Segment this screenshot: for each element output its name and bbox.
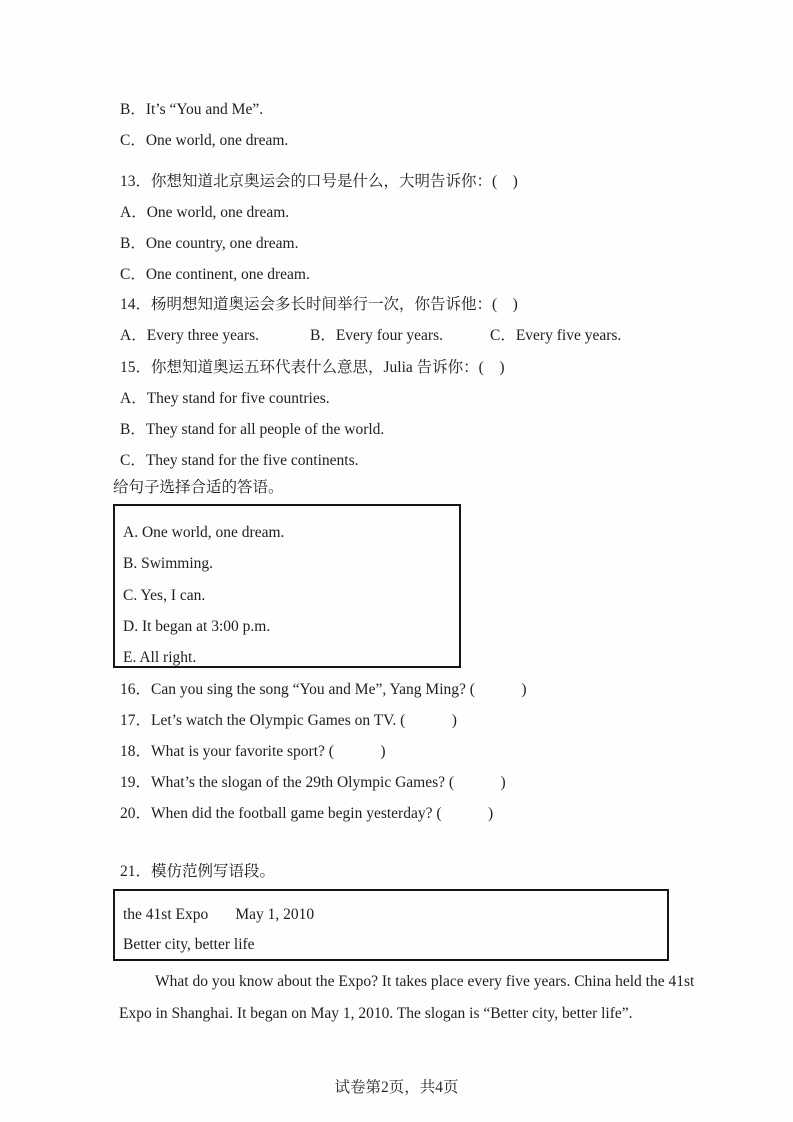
example-box-line1: the 41st Expo May 1, 2010 [123,906,315,923]
q16: 16．Can you sing the song “You and Me”, Yang Ming? ( ) [120,681,527,698]
answer-bank-item-b: B. Swimming. [123,555,214,572]
answer-bank-item-e: E. All right. [123,649,197,666]
q14-option-a: A．Every three years. [120,327,260,344]
page-footer: 试卷第2页，共4页 [334,1079,459,1096]
q14-option-c: C．Every five years. [490,327,622,344]
q21-stem: 21．模仿范例写语段。 [120,863,276,880]
q14-option-b: B．Every four years. [310,327,443,344]
example-box [113,889,669,961]
q13-option-c: C．One continent, one dream. [120,266,310,283]
example-paragraph-line1: What do you know about the Expo? It takes place every five years. China held the 41st [155,973,695,990]
q15-stem: 15．你想知道奥运五环代表什么意思，Julia 告诉你：( ) [120,359,505,376]
example-paragraph-line2: Expo in Shanghai. It began on May 1, 2010. The slogan is “Better city, better life”. [119,1005,633,1022]
answer-bank-box [113,504,461,668]
match-instruction: 给句子选择合适的答语。 [113,479,284,496]
q12-option-b: B．It’s “You and Me”. [120,101,264,118]
q15-option-a: A．They stand for five countries. [120,390,330,407]
q13-stem: 13．你想知道北京奥运会的口号是什么，大明告诉你：( ) [120,173,518,190]
q15-option-c: C．They stand for the five continents. [120,452,359,469]
example-box-line2: Better city, better life [123,936,255,953]
q13-option-a: A．One world, one dream. [120,204,290,221]
answer-bank-item-a: A. One world, one dream. [123,524,285,541]
q19: 19．What’s the slogan of the 29th Olympic Games? ( ) [120,774,506,791]
q15-option-b: B．They stand for all people of the world. [120,421,385,438]
q20: 20．When did the football game begin yesterday? ( ) [120,805,494,822]
q14-stem: 14．杨明想知道奥运会多长时间举行一次，你告诉他：( ) [120,296,518,313]
q17: 17．Let’s watch the Olympic Games on TV. ( ) [120,712,457,729]
answer-bank-item-d: D. It began at 3:00 p.m. [123,618,271,635]
q13-option-b: B．One country, one dream. [120,235,299,252]
q12-option-c: C．One world, one dream. [120,132,289,149]
answer-bank-item-c: C. Yes, I can. [123,587,206,604]
q18: 18．What is your favorite sport? ( ) [120,743,386,760]
